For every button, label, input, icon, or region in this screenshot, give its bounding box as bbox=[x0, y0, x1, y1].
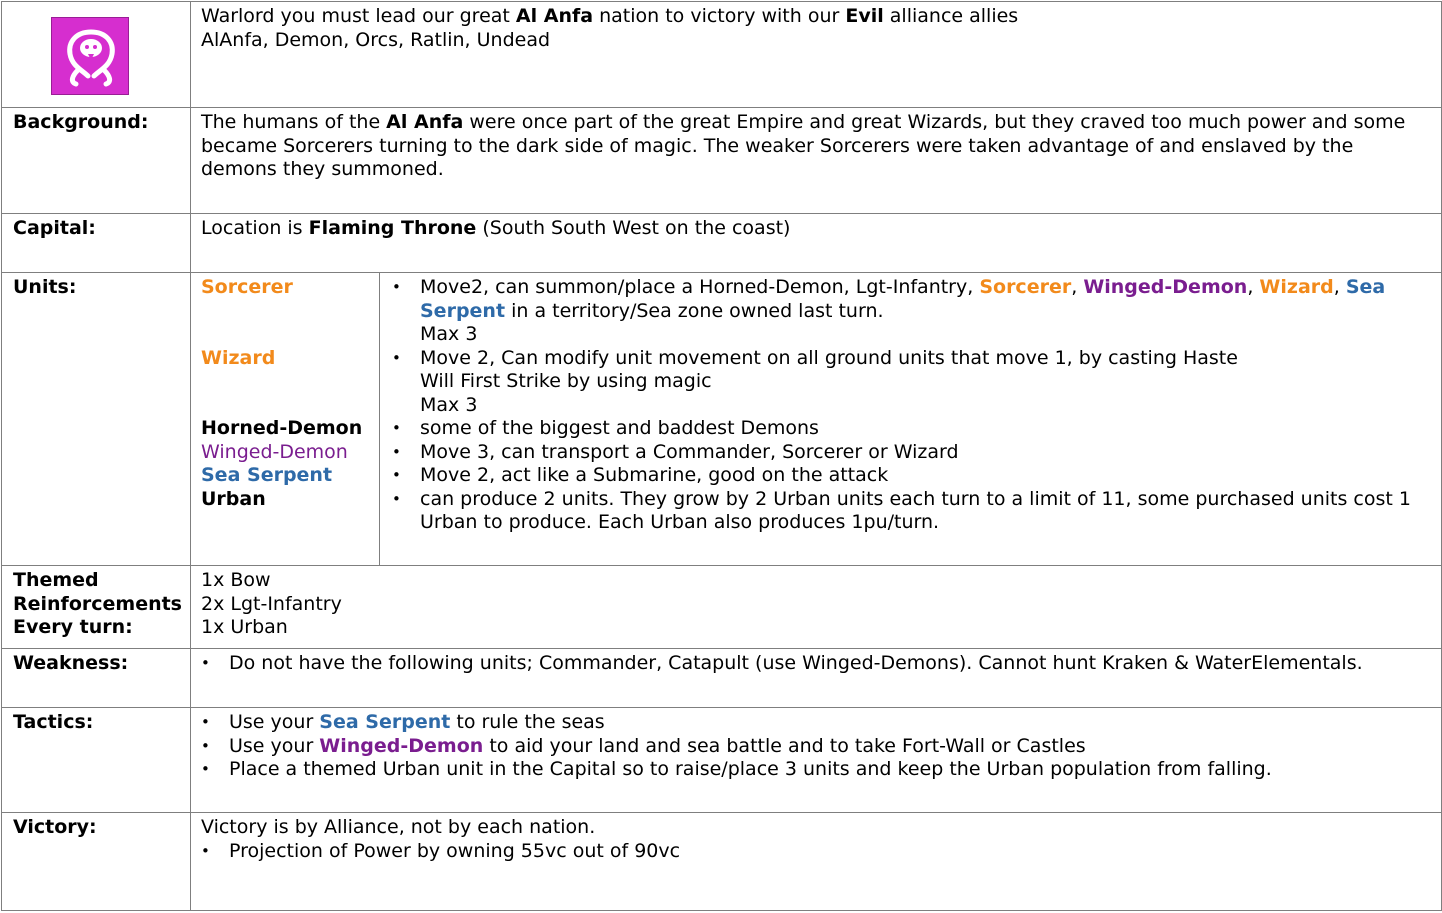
reinforcements-row bbox=[2, 566, 1442, 649]
reinforcement-item: 2x Lgt-Infantry bbox=[201, 592, 342, 615]
unit-wizard: Wizard bbox=[201, 346, 276, 369]
unit-urban: Urban bbox=[201, 487, 266, 510]
sorcerer-description: • Move2, can summon/place a Horned-Demon, Lgt-Infantry, Sorcerer, Winged-Demon, Wizard, Sea Serpent in a territory/Sea zone owned last turn. Max 3 bbox=[392, 276, 1433, 347]
tactics-label: Tactics: bbox=[2, 708, 191, 813]
victory-row bbox=[2, 813, 1442, 911]
sea-serpent-description: • Move 2, act like a Submarine, good on the attack bbox=[392, 464, 1433, 488]
capital-row bbox=[2, 214, 1442, 273]
tactic-item: • Place a themed Urban unit in the Capital so to raise/place 3 units and keep the Urban population from falling. bbox=[201, 758, 1433, 782]
unit-descriptions-cell bbox=[380, 273, 1442, 566]
capital-label: Capital: bbox=[2, 214, 191, 273]
reinforcements-label: Themed Reinforcements Every turn: bbox=[2, 566, 191, 649]
alliance-name: Evil bbox=[845, 5, 884, 27]
intro-cell bbox=[191, 2, 1442, 108]
unit-sorcerer: Sorcerer bbox=[201, 276, 293, 298]
units-row bbox=[2, 273, 1442, 566]
nation-sheet-table bbox=[1, 1, 1442, 911]
unit-names-cell bbox=[191, 273, 380, 566]
emblem-cell bbox=[2, 2, 191, 108]
victory-cell bbox=[191, 813, 1442, 911]
intro-line: Warlord you must lead our great Al Anfa nation to victory with our Evil alliance allies bbox=[201, 5, 1019, 27]
victory-label: Victory: bbox=[2, 813, 191, 911]
unit-description-list bbox=[392, 276, 1433, 535]
reinforcement-item: 1x Bow bbox=[201, 569, 271, 591]
capital-text: Location is Flaming Throne (South South West on the coast) bbox=[191, 214, 1442, 273]
weakness-row bbox=[2, 649, 1442, 708]
units-label: Units: bbox=[2, 273, 191, 566]
unit-horned-demon: Horned-Demon bbox=[201, 417, 363, 439]
weakness-label: Weakness: bbox=[2, 649, 191, 708]
nation-name: Al Anfa bbox=[515, 5, 594, 27]
urban-description: • can produce 2 units. They grow by 2 Urban units each turn to a limit of 11, some purchased units cost 1 Urban to produce. Each Urban also produces 1pu/turn. bbox=[392, 488, 1433, 535]
background-row bbox=[2, 108, 1442, 214]
horned-demon-description: • some of the biggest and baddest Demons bbox=[392, 417, 1433, 441]
serpent-emblem-icon bbox=[51, 17, 129, 95]
reinforcements-list bbox=[191, 566, 1442, 649]
tactics-row bbox=[2, 708, 1442, 813]
capital-name: Flaming Throne bbox=[308, 217, 477, 239]
header-row bbox=[2, 2, 1442, 108]
weakness-cell bbox=[191, 649, 1442, 708]
unit-sea-serpent: Sea Serpent bbox=[201, 464, 333, 486]
background-text: The humans of the Al Anfa were once part of the great Empire and great Wizards, but they craved too much power and some became Sorcerers turning to the dark side of magic. The weaker Sorcerers were taken advantage of and enslaved by the demons they summoned. bbox=[191, 108, 1442, 214]
victory-item: • Projection of Power by owning 55vc out of 90vc bbox=[201, 840, 1433, 864]
tactic-item: • Use your Winged-Demon to aid your land and sea battle and to take Fort-Wall or Castles bbox=[201, 735, 1433, 759]
weakness-item: • Do not have the following units; Commander, Catapult (use Winged-Demons). Cannot hunt Kraken & WaterElementals. bbox=[201, 652, 1433, 676]
wizard-description: • Move 2, Can modify unit movement on all ground units that move 1, by casting Haste Will First Strike by using magic Max 3 bbox=[392, 347, 1433, 418]
victory-line: Victory is by Alliance, not by each nation. bbox=[201, 816, 596, 838]
unit-winged-demon: Winged-Demon bbox=[201, 440, 348, 463]
winged-demon-description: • Move 3, can transport a Commander, Sorcerer or Wizard bbox=[392, 441, 1433, 465]
tactic-item: • Use your Sea Serpent to rule the seas bbox=[201, 711, 1433, 735]
reinforcement-item: 1x Urban bbox=[201, 616, 288, 638]
background-label: Background: bbox=[2, 108, 191, 214]
tactics-cell bbox=[191, 708, 1442, 813]
allies-list: AlAnfa, Demon, Orcs, Ratlin, Undead bbox=[201, 28, 551, 51]
